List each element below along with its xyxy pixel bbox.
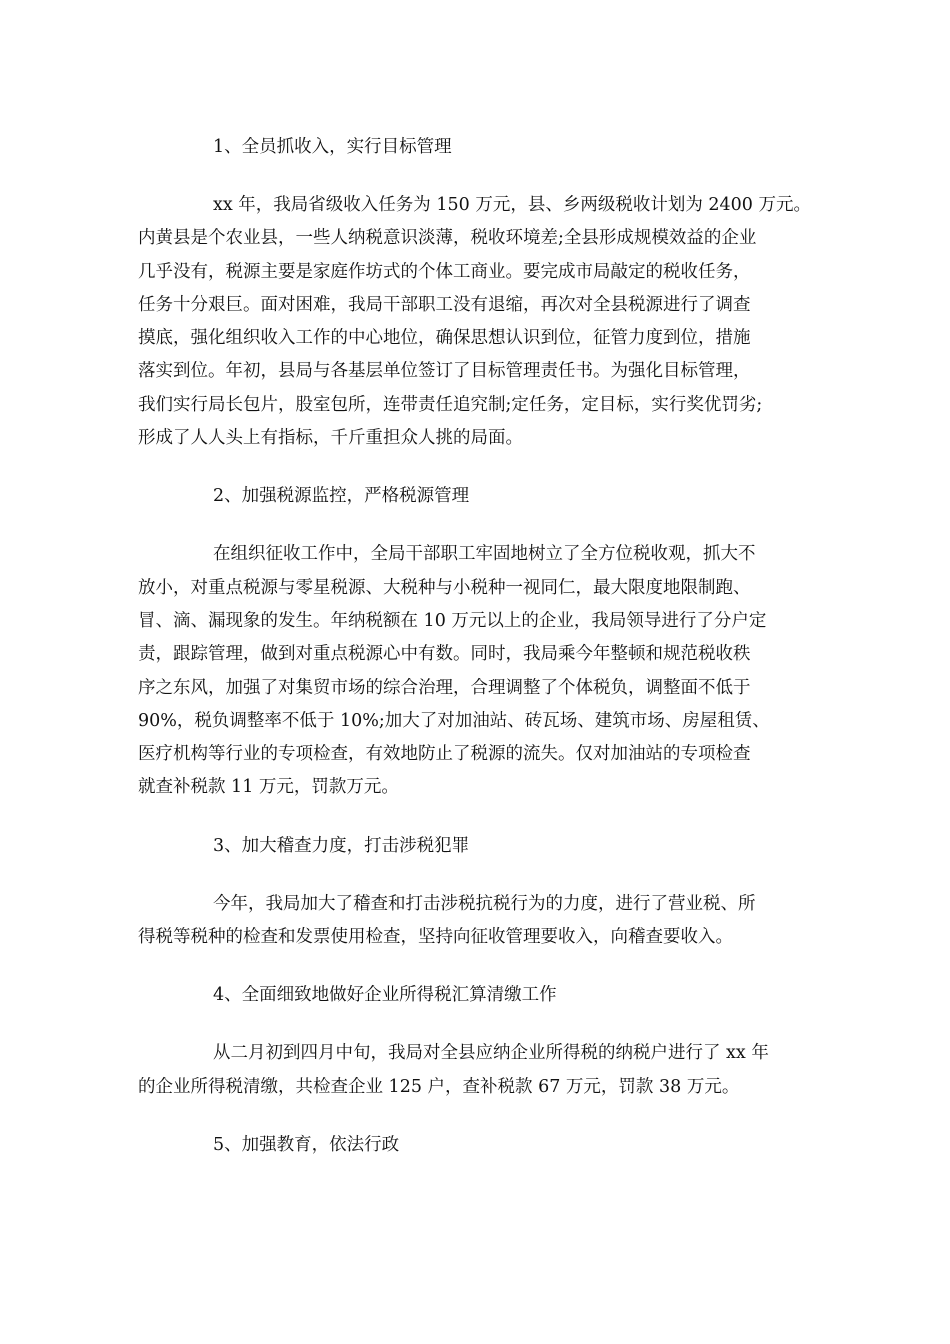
paragraph-line: 医疗机构等行业的专项检查，有效地防止了税源的流失。仅对加油站的专项检查	[138, 744, 751, 765]
paragraph-line: 今年，我局加大了稽查和打击涉税抗税行为的力度，进行了营业税、所	[213, 893, 756, 914]
paragraph-line: 我们实行局长包片，股室包所，连带责任追究制;定任务，定目标，实行奖优罚劣;	[138, 394, 763, 415]
document-body	[138, 131, 828, 1162]
section-paragraph-1	[138, 189, 828, 455]
paragraph-line: 从二月初到四月中旬，我局对全县应纳企业所得税的纳税户进行了 xx 年	[213, 1043, 769, 1064]
paragraph-line: 任务十分艰巨。面对困难，我局干部职工没有退缩，再次对全县税源进行了调查	[138, 294, 751, 315]
paragraph-line: 放小，对重点税源与零星税源、大税种与小税种一视同仁，最大限度地限制跑、	[138, 577, 751, 598]
section-heading-4: 4、全面细致地做好企业所得税汇算清缴工作	[213, 985, 557, 1006]
section-paragraph-4	[138, 1037, 828, 1104]
paragraph-line: 得税等税种的检查和发票使用检查，坚持向征收管理要收入，向稽查要收入。	[138, 927, 733, 948]
section-heading-2: 2、加强税源监控，严格税源管理	[213, 486, 470, 507]
section-paragraph-2	[138, 538, 828, 804]
section-paragraph-3	[138, 888, 828, 955]
paragraph-line: 就查补税款 11 万元，罚款万元。	[138, 777, 399, 798]
paragraph-line: 90%，税负调整率不低于 10%;加大了对加油站、砖瓦场、建筑市场、房屋租赁、	[138, 710, 770, 731]
paragraph-line: 形成了人人头上有指标，千斤重担众人挑的局面。	[138, 428, 523, 449]
paragraph-line: 在组织征收工作中，全局干部职工牢固地树立了全方位税收观，抓大不	[213, 544, 756, 565]
section-heading-1: 1、全员抓收入，实行目标管理	[213, 137, 452, 157]
paragraph-line: 摸底，强化组织收入工作的中心地位，确保思想认识到位，征管力度到位，措施	[138, 328, 751, 349]
paragraph-line: 落实到位。年初，县局与各基层单位签订了目标管理责任书。为强化目标管理，	[138, 361, 751, 382]
paragraph-line: xx 年，我局省级收入任务为 150 万元，县、乡两级税收计划为 2400 万元。	[213, 195, 811, 215]
paragraph-line: 内黄县是个农业县，一些人纳税意识淡薄，税收环境差;全县形成规模效益的企业	[138, 228, 757, 249]
section-heading-3: 3、加大稽查力度，打击涉税犯罪	[213, 835, 470, 856]
paragraph-line: 序之东风，加强了对集贸市场的综合治理，合理调整了个体税负，调整面不低于	[138, 677, 751, 698]
paragraph-line: 冒、滴、漏现象的发生。年纳税额在 10 万元以上的企业，我局领导进行了分户定	[138, 610, 767, 631]
paragraph-line: 的企业所得税清缴，共检查企业 125 户，查补税款 67 万元，罚款 38 万元。	[138, 1076, 740, 1097]
section-heading-5: 5、加强教育，依法行政	[213, 1134, 400, 1155]
paragraph-line: 几乎没有，税源主要是家庭作坊式的个体工商业。要完成市局敲定的税收任务，	[138, 261, 751, 282]
paragraph-line: 责，跟踪管理，做到对重点税源心中有数。同时，我局乘今年整顿和规范税收秩	[138, 644, 751, 665]
